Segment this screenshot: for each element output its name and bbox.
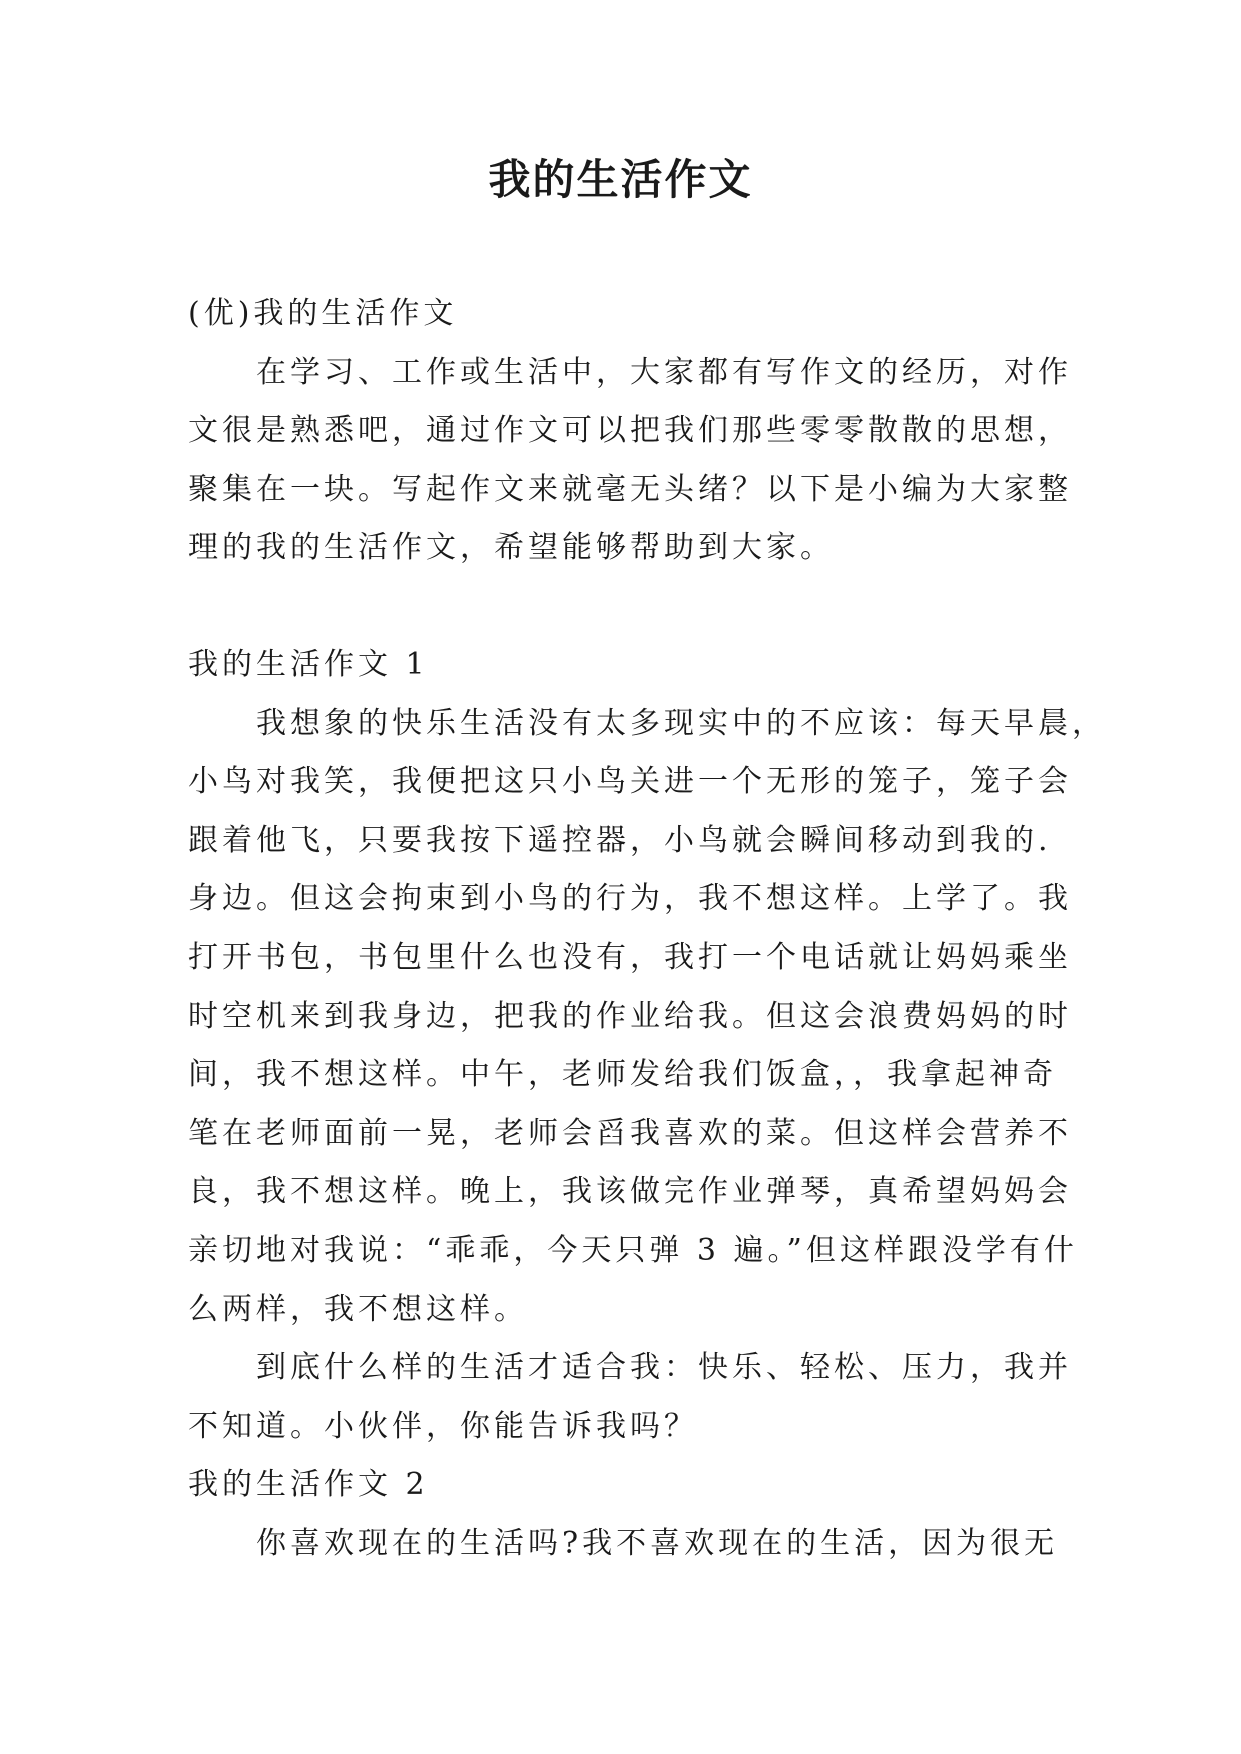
spacer: [188, 578, 1050, 636]
intro-line: 在学习、工作或生活中，大家都有写作文的经历，对作: [256, 354, 1072, 390]
essay1-line: 身边。但这会拘束到小鸟的行为，我不想这样。上学了。我: [188, 881, 1072, 917]
document-subtitle: (优)我的生活作文: [188, 296, 458, 331]
intro-line: 文很是熟悉吧，通过作文可以把我们那些零零散散的思想，: [188, 413, 1072, 449]
essay2-paragraph-1: [188, 1515, 1059, 1574]
essay1-line: 小鸟对我笑，我便把这只小鸟关进一个无形的笼子，笼子会: [188, 764, 1072, 800]
document-title: 我的生活作文: [488, 155, 753, 204]
essay1-line: 间，我不想这样。中午，老师发给我们饭盒，，我拿起神奇: [188, 1057, 1057, 1093]
essay1-line: 么两样，我不想这样。: [188, 1291, 528, 1327]
essay1-line: 时空机来到我身边，把我的作业给我。但这会浪费妈妈的时: [188, 998, 1072, 1034]
essay1-paragraph-2: [188, 1339, 1072, 1456]
essay1-line: 笔在老师面前一晃，老师会舀我喜欢的菜。但这样会营养不: [188, 1115, 1072, 1151]
intro-line: 聚集在一块。写起作文来就毫无头绪？以下是小编为大家整: [188, 471, 1072, 507]
intro-paragraph: [188, 344, 1072, 578]
essay1-line: 打开书包，书包里什么也没有，我打一个电话就让妈妈乘坐: [188, 939, 1072, 975]
essay1-line: 我想象的快乐生活没有太多现实中的不应该：每天早晨，: [256, 705, 1106, 741]
essay1-heading: 我的生活作文 1: [188, 646, 429, 682]
essay1-line: 到底什么样的生活才适合我：快乐、轻松、压力，我并: [256, 1350, 1072, 1386]
essay1-line: 不知道。小伙伴，你能告诉我吗？: [188, 1408, 698, 1444]
essay2-heading: 我的生活作文 2: [188, 1467, 429, 1503]
essay1-line: 跟着他飞，只要我按下遥控器，小鸟就会瞬间移动到我的.: [188, 822, 1052, 858]
essay1-paragraph-1: [188, 695, 1106, 1340]
essay1-line: 亲切地对我说：“乖乖，今天只弹 3 遍。”但这样跟没学有什: [188, 1232, 1078, 1268]
essay2-line: 你喜欢现在的生活吗?我不喜欢现在的生活，因为很无: [256, 1525, 1059, 1561]
intro-line: 理的我的生活作文，希望能够帮助到大家。: [188, 530, 834, 566]
essay1-line: 良，我不想这样。晚上，我该做完作业弹琴，真希望妈妈会: [188, 1174, 1072, 1210]
document-body: [188, 285, 1106, 1573]
